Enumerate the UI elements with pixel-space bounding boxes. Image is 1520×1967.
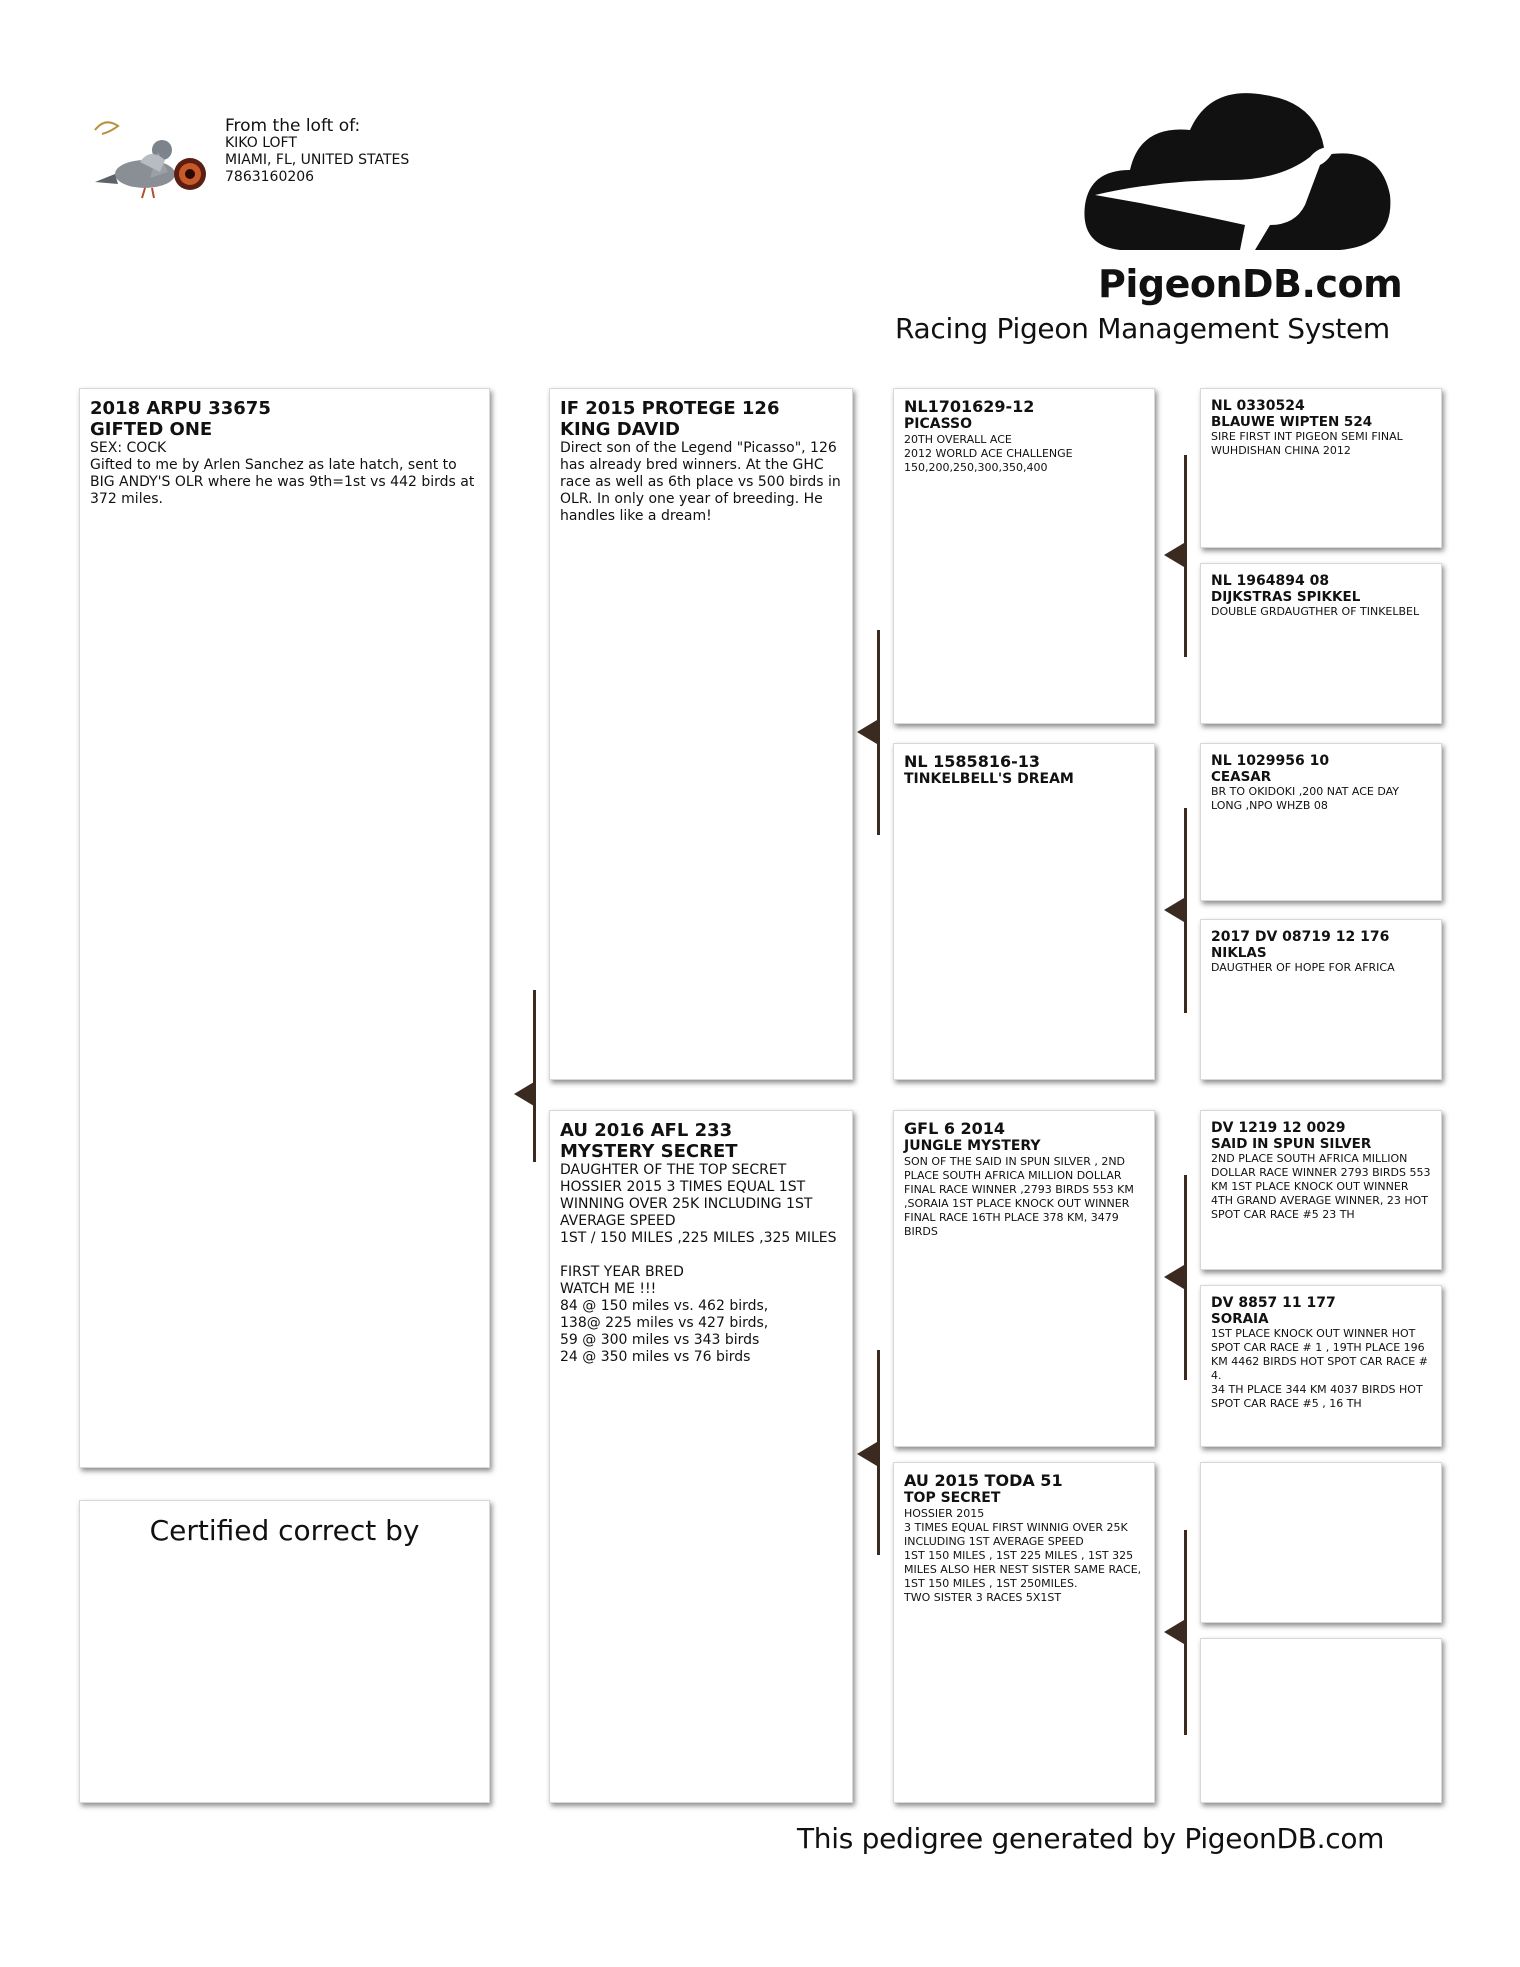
brand-subtitle: Racing Pigeon Management System [895, 312, 1390, 345]
gg-ddd-card [1200, 1638, 1442, 1803]
connector-line [1184, 1530, 1187, 1735]
loft-logo [90, 112, 215, 207]
sdd-ring: 2017 DV 08719 12 176 [1211, 929, 1390, 945]
connector-arrow [514, 1082, 534, 1106]
pigeondb-cloud-logo [1080, 85, 1400, 255]
dsd-ring: DV 8857 11 177 [1211, 1295, 1336, 1311]
dsd-info: 1ST PLACE KNOCK OUT WINNER HOT SPOT CAR RACE # 1 , 19TH PLACE 196 KM 4462 BIRDS HOT SPOT CAR RACE # 4. 34 TH PLACE 344 KM 4037 BIRDS HOT SPOT CAR RACE #5 , 16 TH [1211, 1327, 1428, 1410]
loft-phone: 7863160206 [225, 169, 315, 185]
sss-name: BLAUWE WIPTEN 524 [1211, 414, 1373, 430]
sds-ring: NL 1029956 10 [1211, 753, 1330, 769]
footer-note: This pedigree generated by PigeonDB.com [797, 1822, 1385, 1855]
sire-ring: IF 2015 PROTEGE 126 [560, 398, 780, 419]
dd-info: HOSSIER 2015 3 TIMES EQUAL FIRST WINNIG OVER 25K INCLUDING 1ST AVERAGE SPEED 1ST 150 MILES , 1ST 225 MILES , 1ST 325 MILES ALSO HER NEST SISTER SAME RACE, 1ST 150 MILES , 1ST 250MILES. TWO SISTER 3 RACES 5X1ST [904, 1507, 1142, 1604]
ssd-info: DOUBLE GRDAUGTHER OF TINKELBEL [1211, 605, 1420, 618]
connector-line [533, 990, 536, 1162]
certified-label: Certified correct by [149, 1514, 420, 1547]
dam-ring: AU 2016 AFL 233 [560, 1120, 733, 1141]
ssd-ring: NL 1964894 08 [1211, 573, 1330, 589]
connector-arrow [1164, 898, 1184, 922]
dss-ring: DV 1219 12 0029 [1211, 1120, 1346, 1136]
subject-ring: 2018 ARPU 33675 [90, 398, 271, 419]
connector-arrow [857, 720, 877, 744]
sss-info: SIRE FIRST INT PIGEON SEMI FINAL WUHDISHAN CHINA 2012 [1211, 430, 1403, 457]
dss-info: 2ND PLACE SOUTH AFRICA MILLION DOLLAR RACE WINNER 2793 BIRDS 553 KM 1ST PLACE KNOCK OUT WINNER 4TH GRAND AVERAGE WINNER, 23 HOT SPOT CAR RACE #5 23 TH [1211, 1152, 1431, 1221]
sds-name: CEASAR [1211, 769, 1272, 785]
sdd-name: NIKLAS [1211, 945, 1267, 961]
sire-name: KING DAVID [560, 419, 680, 440]
subject-sex: SEX: COCK [90, 440, 167, 456]
ss-info: 20TH OVERALL ACE 2012 WORLD ACE CHALLENGE 150,200,250,300,350,400 [904, 433, 1073, 474]
dd-name: TOP SECRET [904, 1490, 1001, 1506]
sd-name: TINKELBELL'S DREAM [904, 771, 1074, 787]
sd-ring: NL 1585816-13 [904, 752, 1040, 771]
gg-sdd-card [1200, 919, 1442, 1080]
ds-info: SON OF THE SAID IN SPUN SILVER , 2ND PLACE SOUTH AFRICA MILLION DOLLAR FINAL RACE WINNER ,2793 BIRDS 553 KM ,SORAIA 1ST PLACE KNOCK OUT WINNER FINAL RACE 16TH PLACE 378 KM, 3479 BIRDS [904, 1155, 1134, 1238]
gg-dsd-card [1200, 1285, 1442, 1447]
subject-info: Gifted to me by Arlen Sanchez as late hatch, sent to BIG ANDY'S OLR where he was 9th=1st vs 442 birds at 372 miles. [90, 457, 475, 507]
ss-ring: NL1701629-12 [904, 397, 1035, 416]
connector-line [877, 1350, 880, 1555]
dss-name: SAID IN SPUN SILVER [1211, 1136, 1372, 1152]
dsd-name: SORAIA [1211, 1311, 1269, 1327]
sire-info: Direct son of the Legend "Picasso", 126 has already bred winners. At the GHC race as well as 6th place vs 500 birds in OLR. In only one year of breeding. He handles like a dream! [560, 440, 841, 524]
dd-ring: AU 2015 TODA 51 [904, 1471, 1063, 1490]
connector-arrow [1164, 1265, 1184, 1289]
loft-label: From the loft of: [225, 116, 361, 136]
ds-ring: GFL 6 2014 [904, 1119, 1006, 1138]
sire-card [549, 388, 853, 1080]
gg-dds-card [1200, 1462, 1442, 1623]
dam-info: DAUGHTER OF THE TOP SECRET HOSSIER 2015 3 TIMES EQUAL 1ST WINNING OVER 25K INCLUDING 1ST AVERAGE SPEED 1ST / 150 MILES ,225 MILES ,325 MILES FIRST YEAR BRED WATCH ME !!! 84 @ 150 miles vs. 462 birds, 138@ 225 miles vs 427 birds, 59 @ 300 miles vs 343 birds 24 @ 350 miles vs 76 birds [560, 1162, 837, 1365]
loft-location: MIAMI, FL, UNITED STATES [225, 152, 410, 168]
subject-card [79, 388, 490, 1468]
loft-info [225, 118, 409, 186]
gg-sds-card [1200, 743, 1442, 901]
dam-name: MYSTERY SECRET [560, 1141, 738, 1162]
loft-name: KIKO LOFT [225, 135, 297, 151]
sds-info: BR TO OKIDOKI ,200 NAT ACE DAY LONG ,NPO WHZB 08 [1211, 785, 1399, 812]
gg-ssd-card [1200, 563, 1442, 724]
granddam-sd-card [893, 743, 1155, 1080]
subject-name: GIFTED ONE [90, 419, 213, 440]
connector-line [1184, 455, 1187, 657]
connector-line [1184, 808, 1187, 1013]
ds-name: JUNGLE MYSTERY [904, 1138, 1041, 1154]
ss-name: PICASSO [904, 416, 973, 432]
connector-arrow [1164, 1620, 1184, 1644]
gg-dss-card [1200, 1110, 1442, 1270]
ssd-name: DIJKSTRAS SPIKKEL [1211, 589, 1361, 605]
connector-arrow [1164, 543, 1184, 567]
gg-sss-card [1200, 388, 1442, 548]
connector-line [877, 630, 880, 835]
dam-card [549, 1110, 853, 1803]
certified-box [79, 1500, 490, 1803]
granddam-dd-card [893, 1462, 1155, 1803]
grandsire-ss-card [893, 388, 1155, 724]
sdd-info: DAUGTHER OF HOPE FOR AFRICA [1211, 961, 1395, 974]
sss-ring: NL 0330524 [1211, 398, 1305, 414]
grandsire-ds-card [893, 1110, 1155, 1447]
connector-arrow [857, 1442, 877, 1466]
connector-line [1184, 1175, 1187, 1380]
brand-name: PigeonDB.com [1098, 262, 1403, 306]
